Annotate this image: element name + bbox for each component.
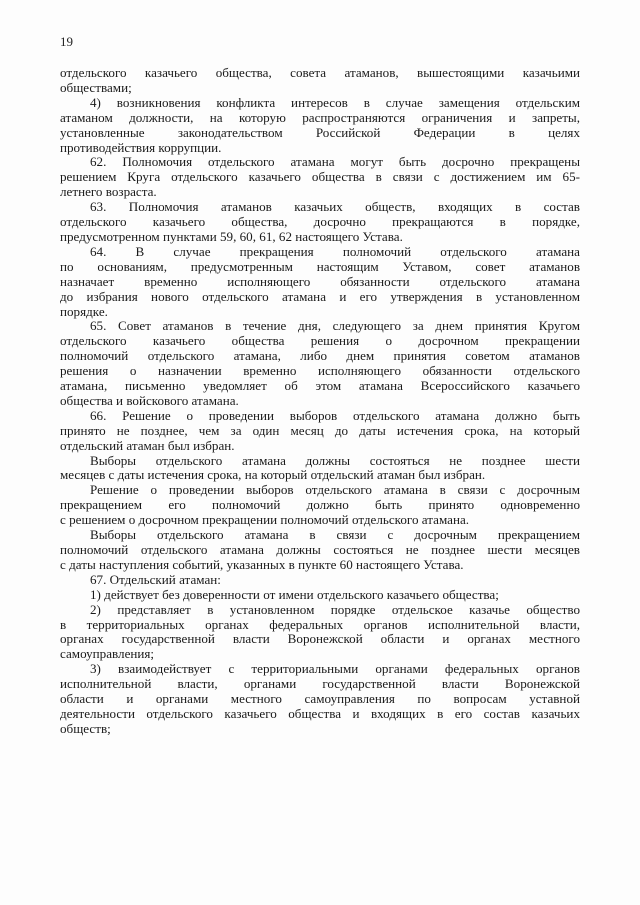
text-line: 64. В случае прекращения полномочий отдельского атамана [90, 244, 580, 259]
text-line: самоуправления; [60, 647, 155, 662]
text-line: Выборы отдельского атамана должны состояться не позднее шести [90, 453, 580, 468]
text-line: 66. Решение о проведении выборов отдельского атамана должно быть [90, 408, 580, 423]
paragraph-cont [60, 66, 580, 96]
text-line: решения о назначении временно исполняющего обязанности отдельского [60, 364, 580, 379]
text-line: принято не позднее, чем за один месяц до даты истечения срока, на который [60, 423, 580, 438]
text-line: отдельского казачьего общества, досрочно прекращаются в порядке, [60, 215, 580, 230]
text-line: летнего возраста. [60, 185, 157, 200]
text-line: обществ; [60, 721, 111, 736]
text-line: деятельности отдельского казачьего общества и входящих в его состав казачьих [60, 706, 580, 721]
paragraph-p66c [60, 483, 580, 528]
paragraph-p67-3 [60, 662, 580, 737]
text-line: 3) взаимодействует с территориальными органами федеральных органов [90, 662, 580, 677]
text-line: Выборы отдельского атамана в связи с досрочным прекращением [90, 528, 580, 543]
text-line: 63. Полномочия атаманов казачьих обществ, входящих в состав [90, 200, 580, 215]
text-line: месяцев с даты истечения срока, на который отдельский атаман был избран. [60, 468, 486, 483]
text-line: атаманом должности, на которую распространяются ограничения и запреты, [60, 110, 580, 125]
paragraph-p66 [60, 409, 580, 454]
text-line: с решением о досрочном прекращении полномочий отдельского атамана. [60, 513, 470, 528]
document-body [60, 66, 580, 737]
text-line: исполнительной власти, органами государственной власти Воронежской [60, 677, 580, 692]
paragraph-p67-1 [60, 588, 580, 603]
text-line: противодействия коррупции. [60, 140, 222, 155]
paragraph-p67 [60, 573, 580, 588]
text-line: 4) возникновения конфликта интересов в случае замещения отдельским [90, 95, 580, 110]
text-line: отдельского казачьего общества, совета атаманов, вышестоящими казачьими [60, 66, 580, 80]
text-line: полномочий отдельского атамана должны состояться не позднее шести месяцев [60, 543, 580, 557]
text-line: до избрания нового отдельского атамана и его утверждения в установленном [60, 289, 580, 304]
text-line: полномочий отдельского атамана, либо днем принятия советом атаманов [60, 349, 580, 364]
text-line: обществами; [60, 80, 132, 95]
paragraph-p65 [60, 319, 580, 408]
text-line: 2) представляет в установленном порядке отдельское казачье общество [90, 602, 580, 617]
text-line: 1) действует без доверенности от имени отдельского казачьего общества; [90, 587, 499, 602]
text-line: по основаниям, предусмотренным настоящим Уставом, совет атаманов [60, 259, 580, 274]
paragraph-item-4 [60, 96, 580, 156]
paragraph-p66d [60, 528, 580, 573]
text-line: назначает временно исполняющего обязанности отдельского атамана [60, 274, 580, 289]
paragraph-p64 [60, 245, 580, 320]
text-line: области и органами местного самоуправления по вопросам уставной [60, 692, 580, 707]
text-line: порядке. [60, 304, 108, 319]
text-line: 65. Совет атаманов в течение дня, следующего за днем принятия Кругом [90, 319, 580, 334]
text-line: органах государственной власти Воронежской области и органах местного [60, 632, 580, 647]
paragraph-p63 [60, 200, 580, 245]
text-line: Решение о проведении выборов отдельского атамана в связи с досрочным [90, 483, 580, 498]
text-line: отдельского казачьего общества решения о досрочном прекращении [60, 334, 580, 349]
text-line: общества и войскового атамана. [60, 393, 239, 408]
text-line: решением Круга отдельского казачьего общества в связи с достижением им 65- [60, 170, 580, 185]
paragraph-p62 [60, 155, 580, 200]
text-line: атамана, письменно уведомляет об этом атамана Всероссийского казачьего [60, 379, 580, 394]
page-number: 19 [60, 34, 73, 49]
text-line: в территориальных органах федеральных органов исполнительной власти, [60, 617, 580, 632]
text-line: 62. Полномочия отдельского атамана могут быть досрочно прекращены [90, 155, 580, 170]
text-line: с даты наступления событий, указанных в пункте 60 настоящего Устава. [60, 557, 464, 572]
text-line: прекращением его полномочий должно быть принято одновременно [60, 498, 580, 513]
text-line: отдельский атаман был избран. [60, 438, 235, 453]
text-line: установленные законодательством Российской Федерации в целях [60, 125, 580, 140]
paragraph-p66b [60, 454, 580, 484]
text-line: 67. Отдельский атаман: [90, 572, 221, 587]
text-line: предусмотренном пунктами 59, 60, 61, 62 настоящего Устава. [60, 229, 403, 244]
paragraph-p67-2 [60, 603, 580, 663]
